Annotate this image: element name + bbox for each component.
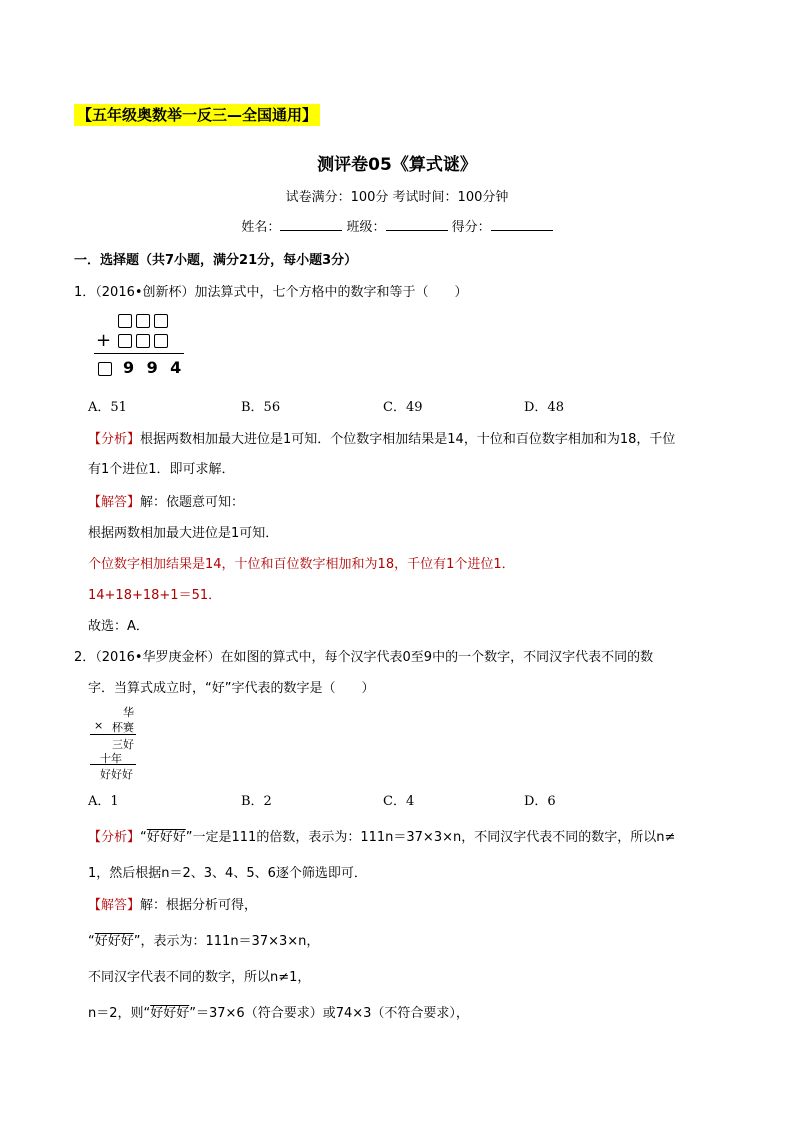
q1-answer-line: 个位数字相加结果是14，十位和百位数字相加和为18，千位有1个进位1．: [88, 557, 515, 572]
digit-box: [118, 314, 132, 328]
overlined-number: 好好好: [150, 1006, 190, 1021]
multiply-sign: ×: [94, 719, 104, 732]
q1-analysis-cont: 有1个进位1．即可求解．: [88, 462, 235, 477]
class-blank[interactable]: [386, 218, 448, 231]
section-heading: 一．选择题（共7小题，满分21分，每小题3分）: [74, 253, 358, 268]
q1-option-c[interactable]: C．49: [383, 400, 423, 415]
answer-text: n＝2，则“: [88, 1006, 151, 1021]
q2-option-a[interactable]: A．1: [88, 794, 119, 809]
digit-box: [154, 314, 168, 328]
q1-option-a[interactable]: A．51: [88, 400, 127, 415]
quote-open: “: [88, 934, 95, 949]
q1-addition-figure: [94, 313, 186, 378]
plus-sign: +: [96, 330, 112, 351]
page-title: 测评卷05《算式谜》: [317, 155, 477, 175]
q1-figure-row1: [116, 313, 170, 329]
figure-partial-2: 十年: [100, 752, 122, 765]
q1-choice: 故选：A．: [88, 619, 149, 634]
digit-box: [154, 334, 168, 348]
rule-line: [90, 734, 136, 735]
overlined-number: 好好好: [94, 934, 134, 949]
q1-answer: [88, 491, 244, 510]
q2-option-d[interactable]: D．6: [524, 794, 556, 809]
q2-option-c[interactable]: C．4: [383, 794, 415, 809]
digit-box: [136, 334, 150, 348]
figure-partial-1: 三好: [112, 738, 134, 751]
analysis-tag: 【分析】: [88, 432, 141, 447]
overlined-number: 好好好: [146, 830, 186, 845]
q2-analysis-cont: 1，然后根据n＝2、3、4、5、6逐个筛选即可．: [88, 866, 367, 881]
answer-text: ”＝37×6（符合要求）或74×3（不符合要求），: [189, 1006, 469, 1021]
q2-analysis: [88, 826, 675, 845]
result-digit: 9: [123, 358, 135, 377]
name-label: 姓名：: [241, 220, 281, 235]
exam-subtitle: 试卷满分：100分 考试时间：100分钟: [285, 190, 509, 205]
series-banner: 【五年级奥数举一反三—全国通用】: [74, 104, 320, 126]
q2-answer: [88, 894, 257, 913]
digit-box: [118, 334, 132, 348]
name-blank[interactable]: [280, 218, 342, 231]
q2-answer-line: [88, 930, 319, 949]
q1-option-b[interactable]: B．56: [241, 400, 281, 415]
figure-second: 杯赛: [112, 721, 134, 734]
analysis-text: 根据两数相加最大进位是1可知．个位数字相加结果是14，十位和百位数字相加和为18，千位: [140, 432, 676, 447]
answer-intro: 解：依题意可知：: [140, 495, 245, 510]
result-digit: 4: [170, 358, 182, 377]
quote-open: “: [140, 830, 147, 845]
digit-box: [136, 314, 150, 328]
sum-line: [94, 353, 184, 354]
score-label: 得分：: [451, 220, 491, 235]
rule-line: [90, 764, 136, 765]
q2-option-b[interactable]: B．2: [241, 794, 272, 809]
q1-option-d[interactable]: D．48: [524, 400, 564, 415]
student-info: [0, 216, 794, 235]
answer-tag: 【解答】: [88, 495, 141, 510]
q2-stem-cont: 字．当算式成立时，“好”字代表的数字是（ ）: [88, 681, 375, 696]
digit-box: [98, 362, 112, 376]
answer-text: ”，表示为：111n＝37×3×n，: [133, 934, 320, 949]
class-label: 班级：: [346, 220, 386, 235]
q1-analysis: [88, 428, 675, 447]
q2-stem: 2．（2016•华罗庚金杯）在如图的算式中，每个汉字代表0至9中的一个数字，不同汉字代表不同的数: [74, 650, 654, 665]
q1-figure-result: [96, 358, 185, 377]
score-blank[interactable]: [491, 218, 553, 231]
q2-multiplication-figure: [88, 704, 148, 782]
q2-answer-line: [88, 1002, 469, 1021]
answer-intro: 解：根据分析可得，: [140, 898, 258, 913]
q1-answer-line: 根据两数相加最大进位是1可知．: [88, 526, 279, 541]
figure-top: 华: [123, 706, 134, 719]
q1-stem: 1．（2016•创新杯）加法算式中，七个方格中的数字和等于（ ）: [74, 285, 468, 300]
result-digit: 9: [146, 358, 158, 377]
q1-answer-line: 14+18+18+1＝51．: [88, 588, 222, 603]
analysis-tag: 【分析】: [88, 830, 141, 845]
analysis-text: ”一定是111的倍数，表示为：111n＝37×3×n，不同汉字代表不同的数字，所以n≠: [185, 830, 676, 845]
q1-figure-row2: [116, 333, 170, 349]
figure-result: 好好好: [100, 768, 133, 781]
q2-answer-line: 不同汉字代表不同的数字，所以n≠1，: [88, 970, 311, 985]
answer-tag: 【解答】: [88, 898, 141, 913]
